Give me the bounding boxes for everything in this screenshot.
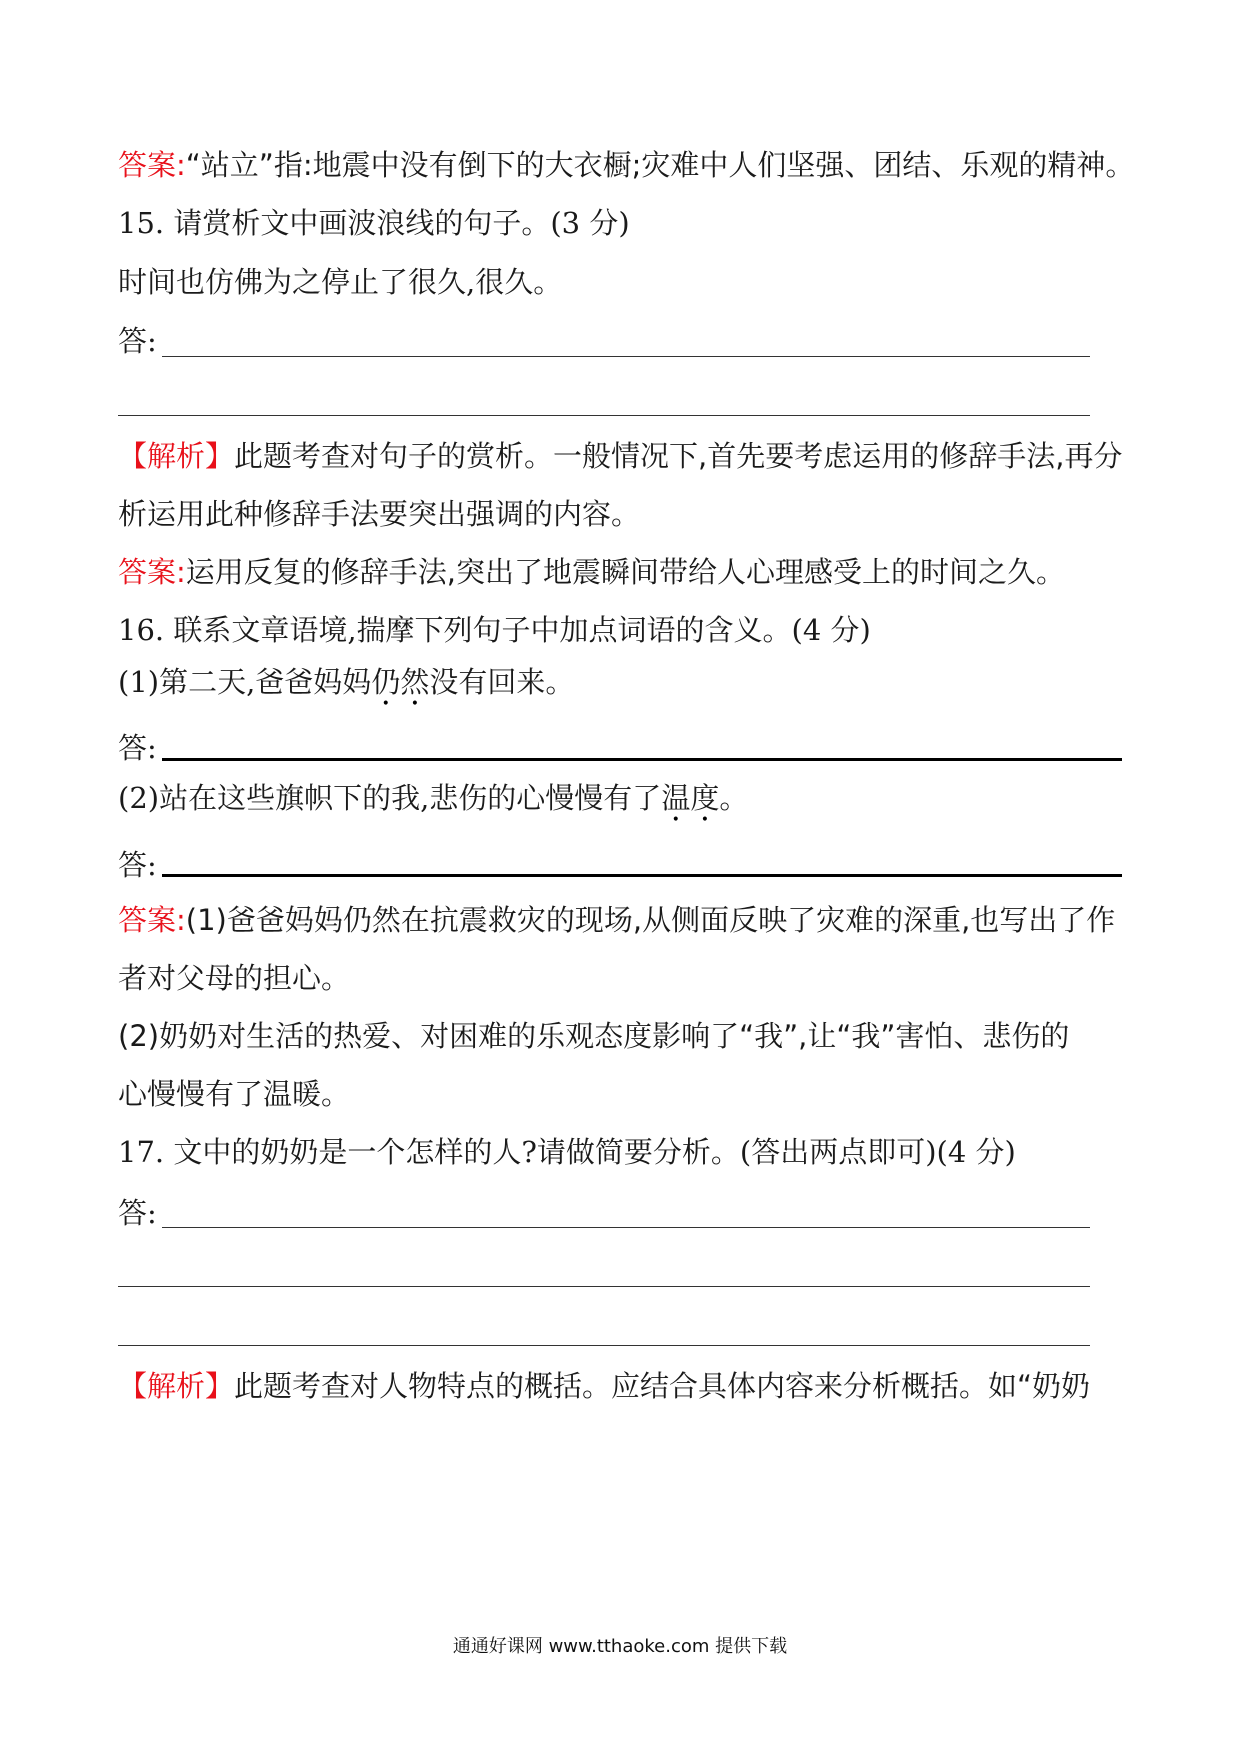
answer-16-line2: 者对父母的担心。 bbox=[118, 961, 351, 995]
analysis-text: 此题考查对句子的赏析。一般情况下,首先要考虑运用的修辞手法,再分 bbox=[234, 439, 1123, 473]
question-17-answer-prefix: 答: bbox=[118, 1196, 157, 1230]
answer-blank-line[interactable] bbox=[162, 1227, 1090, 1228]
sentence-text: 没有回来。 bbox=[429, 665, 575, 699]
answer-16-line4: 心慢慢有了温暖。 bbox=[118, 1077, 351, 1111]
analysis-label: 【解析】 bbox=[118, 439, 235, 473]
question-15-answer-prefix: 答: bbox=[118, 324, 157, 358]
question-16-title: 16. 联系文章语境,揣摩下列句子中加点词语的含义。(4 分) bbox=[118, 613, 871, 647]
question-16-sentence-1 bbox=[118, 662, 574, 702]
answer-text: “站立”指:地震中没有倒下的大衣橱;灾难中人们坚强、团结、乐观的精神。 bbox=[185, 148, 1135, 182]
dotted-char: 仍 bbox=[371, 665, 401, 699]
answer-blank-line[interactable] bbox=[118, 1286, 1090, 1287]
analysis-label: 【解析】 bbox=[118, 1369, 235, 1403]
analysis-15-line2: 析运用此种修辞手法要突出强调的内容。 bbox=[118, 497, 641, 531]
dotted-char: 度 bbox=[690, 781, 720, 815]
answer-label: 答案: bbox=[118, 903, 186, 937]
dotted-char: 然 bbox=[400, 665, 430, 699]
page-footer: 通通好课网 www.tthaoke.com 提供下载 bbox=[452, 1636, 788, 1657]
answer-text: (1)爸爸妈妈仍然在抗震救灾的现场,从侧面反映了灾难的深重,也写出了作 bbox=[185, 903, 1116, 937]
question-17-title: 17. 文中的奶奶是一个怎样的人?请做简要分析。(答出两点即可)(4 分) bbox=[118, 1135, 1016, 1169]
answer-14 bbox=[118, 145, 1134, 185]
question-15-title: 15. 请赏析文中画波浪线的句子。(3 分) bbox=[118, 206, 630, 240]
sentence-text: (2)站在这些旗帜下的我,悲伤的心慢慢有了 bbox=[118, 781, 662, 815]
answer-blank-line[interactable] bbox=[162, 356, 1090, 357]
sentence-text: (1)第二天,爸爸妈妈 bbox=[118, 665, 372, 699]
answer-text: 运用反复的修辞手法,突出了地震瞬间带给人心理感受上的时间之久。 bbox=[185, 555, 1066, 589]
answer-blank-line[interactable] bbox=[118, 415, 1090, 416]
analysis-17-line1 bbox=[118, 1366, 1090, 1406]
dotted-char: 温 bbox=[661, 781, 691, 815]
answer-15 bbox=[118, 552, 1065, 592]
answer-blank-line[interactable] bbox=[162, 874, 1122, 877]
answer-16-line3: (2)奶奶对生活的热爱、对困难的乐观态度影响了“我”,让“我”害怕、悲伤的 bbox=[118, 1019, 1070, 1053]
analysis-15-line1 bbox=[118, 436, 1122, 476]
question-16-answer-prefix-1: 答: bbox=[118, 731, 157, 765]
question-16-answer-prefix-2: 答: bbox=[118, 848, 157, 882]
answer-blank-line[interactable] bbox=[162, 758, 1122, 761]
analysis-text: 此题考查对人物特点的概括。应结合具体内容来分析概括。如“奶奶 bbox=[234, 1369, 1091, 1403]
question-15-sentence: 时间也仿佛为之停止了很久,很久。 bbox=[118, 265, 563, 299]
answer-blank-line[interactable] bbox=[118, 1345, 1090, 1346]
answer-16-line1 bbox=[118, 900, 1115, 940]
answer-label: 答案: bbox=[118, 148, 186, 182]
answer-label: 答案: bbox=[118, 555, 186, 589]
question-16-sentence-2 bbox=[118, 778, 748, 818]
sentence-text: 。 bbox=[719, 781, 749, 815]
